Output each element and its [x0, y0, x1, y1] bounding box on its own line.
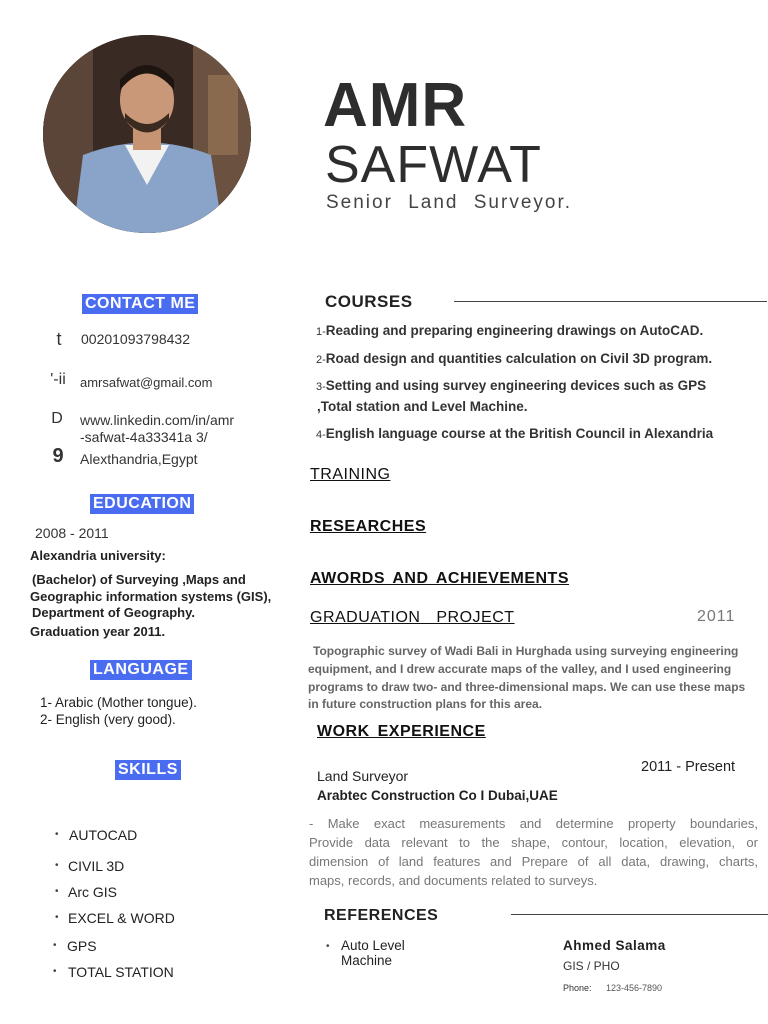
bullet-icon: •	[55, 912, 59, 923]
work-period: 2011 - Present	[641, 759, 736, 775]
language-heading: LANGUAGE	[90, 660, 192, 680]
location-icon: 9	[52, 445, 64, 467]
work-heading: WORK EXPERIENCE	[317, 723, 486, 740]
profile-photo	[43, 35, 251, 233]
graduation-project-heading: GRADUATION PROJECT	[310, 609, 515, 626]
bullet-icon: •	[55, 886, 59, 897]
job-title: Senior Land Surveyor.	[326, 192, 573, 213]
bullet-icon: •	[55, 860, 59, 871]
email-address[interactable]: amrsafwat@gmail.com	[80, 375, 213, 390]
phone-icon: t	[56, 329, 62, 349]
researches-heading: RESEARCHES	[310, 518, 427, 535]
location: Alexthandria,Egypt	[80, 451, 198, 467]
bullet-icon: •	[55, 829, 59, 840]
linkedin-url-line1[interactable]: www.linkedin.com/in/amr	[80, 412, 235, 428]
skills-heading: SKILLS	[115, 760, 181, 780]
contact-heading: CONTACT ME	[82, 294, 198, 314]
reference-note-line1: Auto Level	[341, 938, 405, 953]
references-heading: REFERENCES	[324, 907, 439, 924]
education-degree-line3: Department of Geography.	[32, 605, 196, 620]
course-item: 4-English language course at the British Council in Alexandria	[316, 426, 714, 441]
linkedin-url-line2[interactable]: -safwat-4a33341a 3/	[80, 429, 208, 445]
bullet-icon: •	[53, 940, 57, 951]
skill-item: EXCEL & WORD	[68, 910, 175, 926]
education-degree-line1: (Bachelor) of Surveying ,Maps and	[32, 572, 246, 587]
work-company: Arabtec Construction Co I Dubai,UAE	[317, 788, 558, 803]
training-heading: TRAINING	[310, 466, 391, 483]
courses-divider	[454, 301, 767, 302]
references-divider	[511, 914, 768, 915]
phone-number[interactable]: 00201093798432	[81, 331, 191, 347]
skill-item: CIVIL 3D	[68, 858, 125, 874]
work-text-line: - Make exact measurements and determine property boundaries,	[309, 816, 758, 831]
work-text-line: maps, records, and documents related to surveys.	[309, 873, 598, 888]
education-years: 2008 - 2011	[35, 525, 109, 541]
education-degree-line2: Geographic information systems (GIS),	[30, 589, 272, 604]
bullet-icon: •	[326, 941, 330, 952]
course-item: 2-Road design and quantities calculation on Civil 3D program.	[316, 351, 713, 366]
skill-item: TOTAL STATION	[68, 964, 174, 980]
education-graduation: Graduation year 2011.	[30, 624, 166, 639]
first-name: AMR	[323, 71, 468, 140]
reference-phone[interactable]: 123-456-7890	[606, 983, 663, 993]
work-text-line: Provide data relevant to the shape, contour, location, elevation, or	[309, 835, 758, 850]
language-item: 1- Arabic (Mother tongue).	[40, 695, 197, 710]
graduation-project-year: 2011	[697, 608, 736, 625]
courses-heading: COURSES	[325, 292, 413, 311]
last-name: SAFWAT	[325, 136, 542, 194]
linkedin-icon: D	[51, 410, 63, 427]
work-text-line: dimension of land features and Prepare of all data, drawing, charts,	[309, 854, 758, 869]
project-text-line: in future construction plans for this area.	[308, 697, 543, 711]
reference-name: Ahmed Salama	[563, 938, 666, 953]
reference-role: GIS / PHO	[563, 959, 620, 973]
bullet-icon: •	[53, 966, 57, 977]
skill-item: Arc GIS	[68, 884, 118, 900]
course-item-continued: ,Total station and Level Machine.	[317, 399, 528, 414]
skill-item: AUTOCAD	[69, 827, 138, 843]
reference-note-line2: Machine	[341, 953, 393, 968]
education-school: Alexandria university:	[30, 548, 166, 563]
course-item: 3-Setting and using survey engineering devices such as GPS	[316, 378, 707, 393]
reference-phone-label: Phone:	[563, 983, 592, 993]
email-icon: '-ii	[50, 371, 66, 388]
work-position: Land Surveyor	[317, 768, 409, 784]
awards-heading: AWORDS AND ACHIEVEMENTS	[310, 570, 569, 587]
portrait-image	[43, 35, 251, 233]
education-heading: EDUCATION	[90, 494, 194, 514]
course-item: 1-Reading and preparing engineering drawings on AutoCAD.	[316, 323, 704, 338]
project-text-line: Topographic survey of Wadi Bali in Hurghada using surveying engineering	[313, 644, 739, 658]
project-text-line: equipment, and I drew accurate maps of the valley, and I used engineering	[308, 662, 732, 676]
project-text-line: programs to draw two- and three-dimensional maps. We can use these maps	[308, 680, 746, 694]
language-item: 2- English (very good).	[40, 712, 176, 727]
skill-item: GPS	[67, 938, 97, 954]
